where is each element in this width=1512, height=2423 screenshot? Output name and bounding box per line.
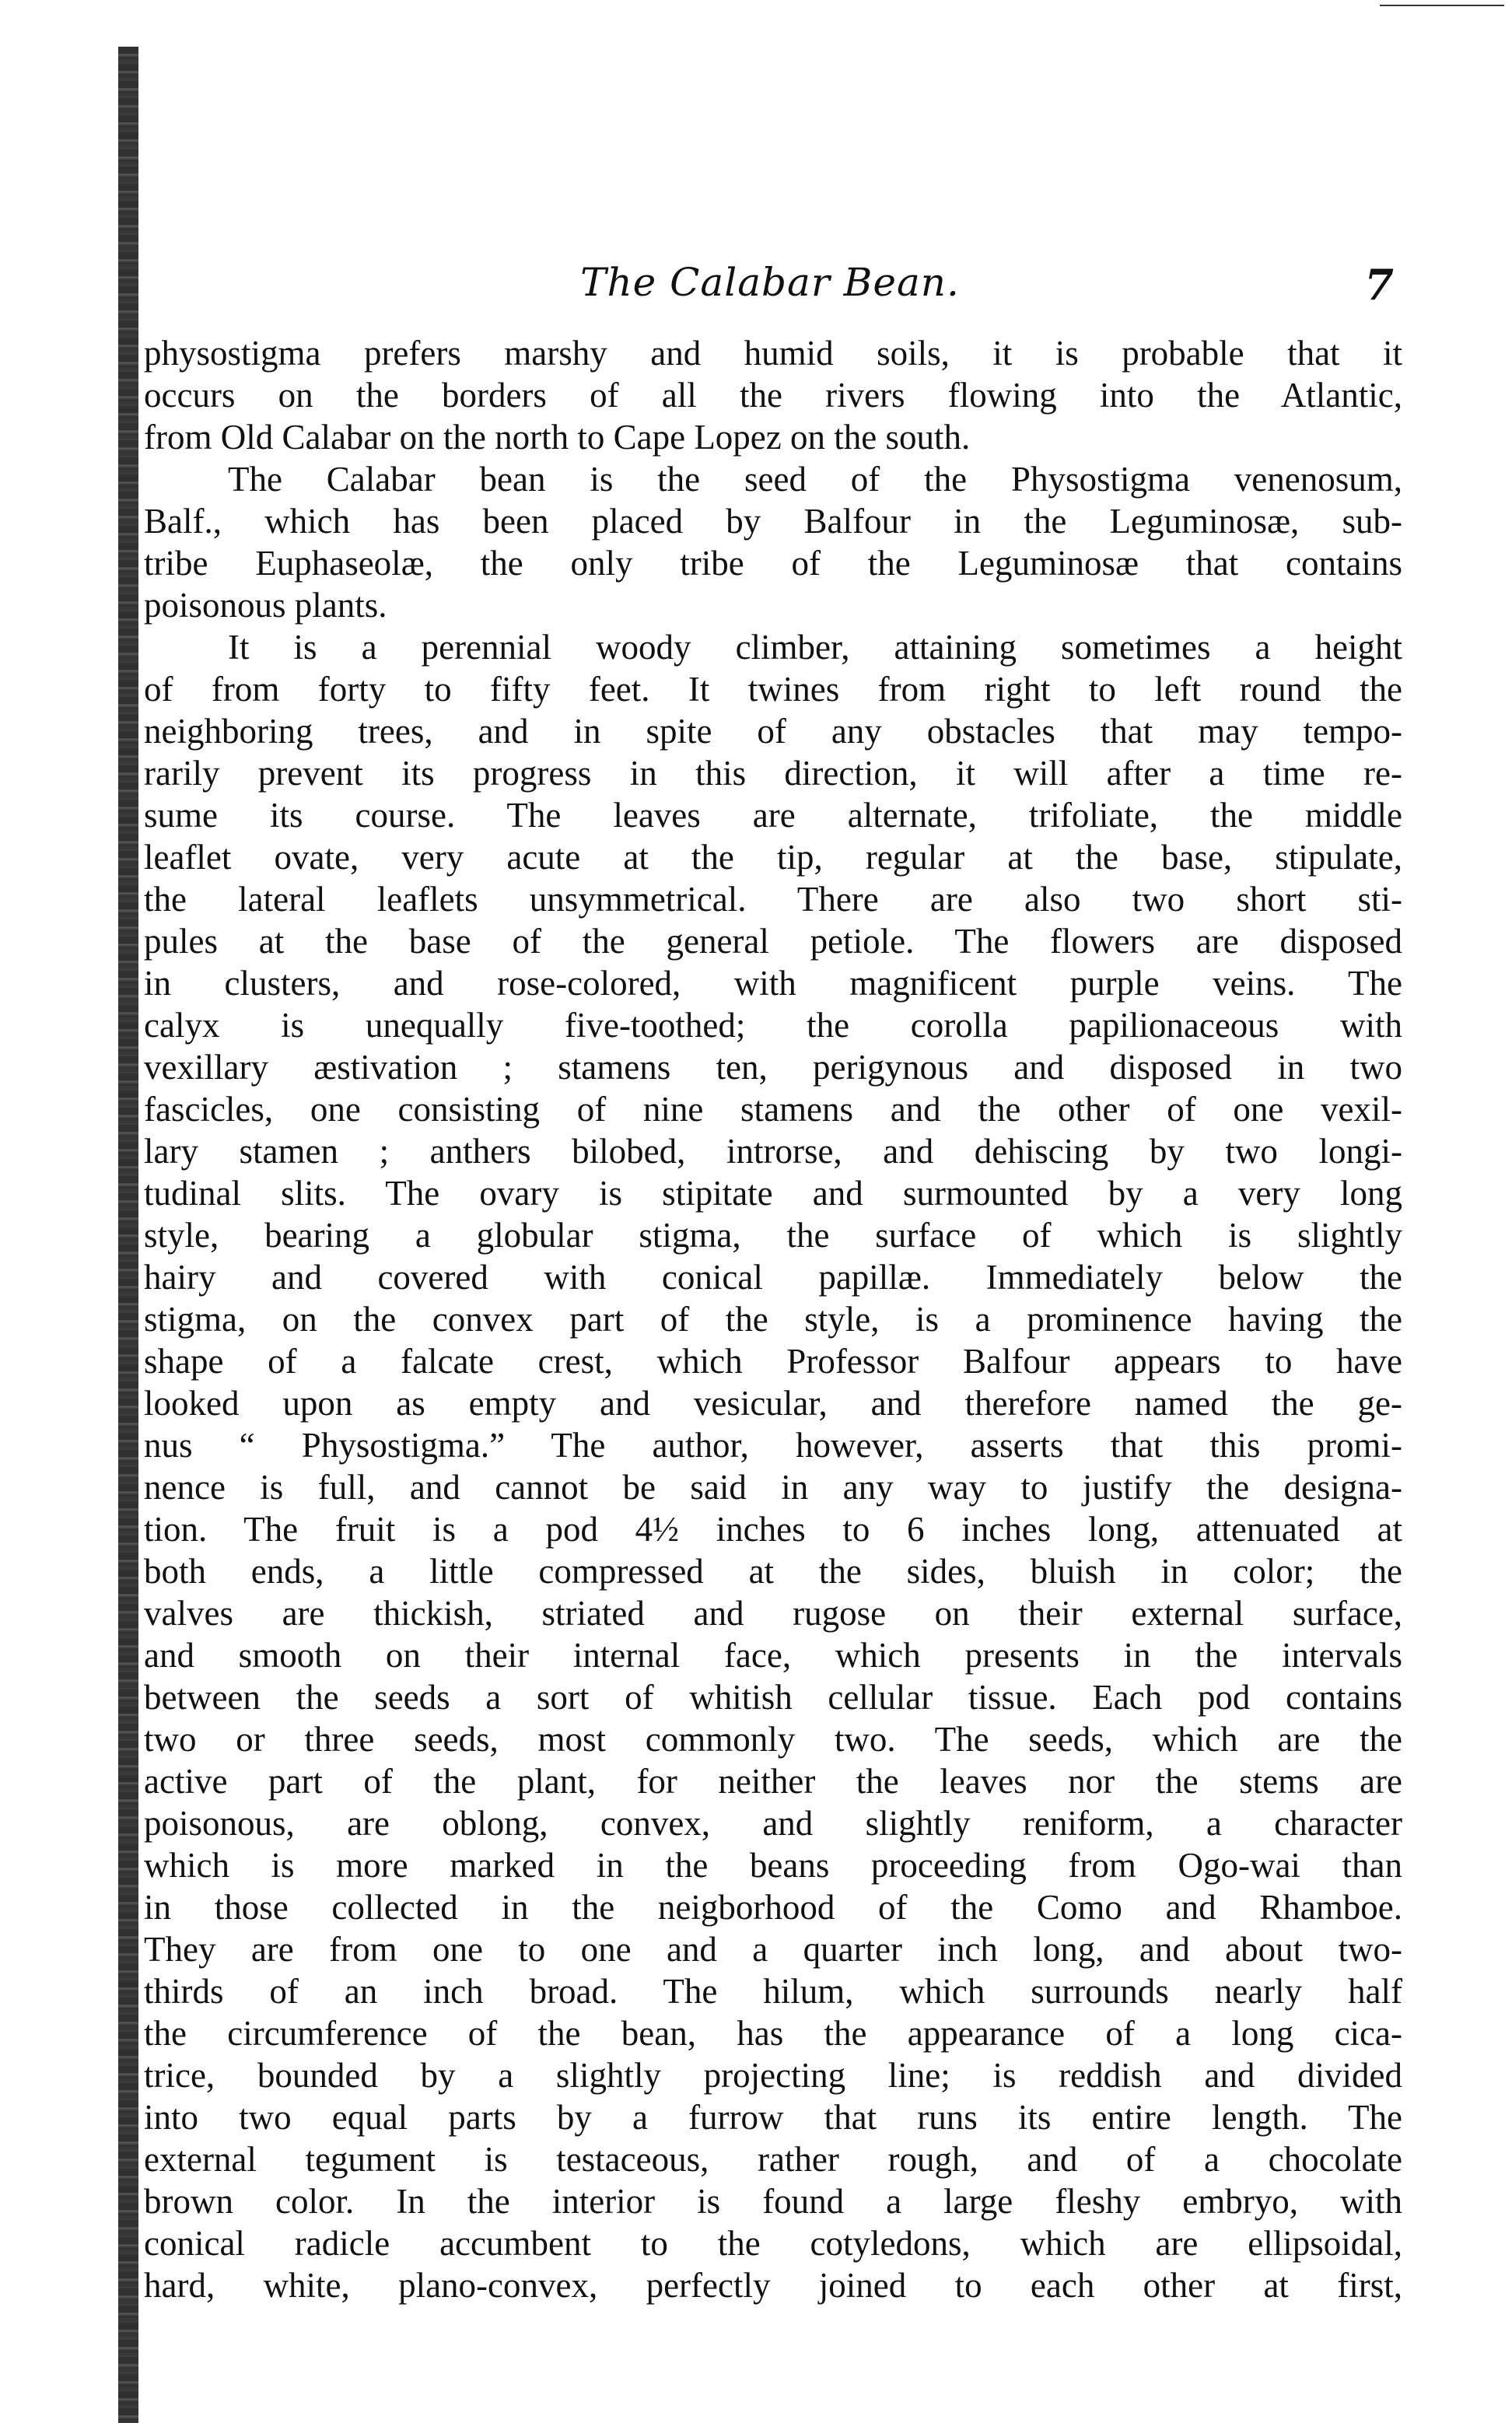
- text-line: shape of a falcate crest, which Professor Balfour appears to have: [144, 1342, 1402, 1381]
- text-line: from Old Calabar on the north to Cape Lopez on the south.: [144, 418, 971, 457]
- text-line: fascicles, one consisting of nine stamens and the other of one vexil-: [144, 1090, 1402, 1129]
- text-line: stigma, on the convex part of the style, is a prominence having the: [144, 1300, 1402, 1339]
- text-line: thirds of an inch broad. The hilum, which surrounds nearly half: [144, 1972, 1402, 2011]
- text-line: in clusters, and rose-colored, with magnificent purple veins. The: [144, 964, 1402, 1003]
- text-line: poisonous plants.: [144, 586, 387, 625]
- text-line: style, bearing a globular stigma, the surface of which is slightly: [144, 1216, 1402, 1255]
- text-line: nence is full, and cannot be said in any way to justify the designa-: [144, 1468, 1402, 1507]
- text-line: both ends, a little compressed at the sides, bluish in color; the: [144, 1552, 1402, 1591]
- top-edge-rule: [1380, 5, 1504, 6]
- text-line: tion. The fruit is a pod 4½ inches to 6 inches long, attenuated at: [144, 1510, 1402, 1549]
- text-line: valves are thickish, striated and rugose on their external surface,: [144, 1594, 1402, 1633]
- text-line: between the seeds a sort of whitish cellular tissue. Each pod contains: [144, 1678, 1402, 1717]
- text-line: two or three seeds, most commonly two. The seeds, which are the: [144, 1720, 1402, 1759]
- text-line: physostigma prefers marshy and humid soils, it is probable that it: [144, 334, 1402, 373]
- text-line: the circumference of the bean, has the appearance of a long cica-: [144, 2014, 1402, 2053]
- text-line: trice, bounded by a slightly projecting line; is reddish and divided: [144, 2056, 1402, 2095]
- text-line: tudinal slits. The ovary is stipitate and surmounted by a very long: [144, 1174, 1402, 1213]
- text-line: into two equal parts by a furrow that runs its entire length. The: [144, 2098, 1402, 2137]
- text-line: the lateral leaflets unsymmetrical. There are also two short sti-: [144, 880, 1402, 919]
- text-line: sume its course. The leaves are alternate, trifoliate, the middle: [144, 796, 1402, 835]
- text-line: hard, white, plano-convex, perfectly joined to each other at first,: [144, 2266, 1402, 2305]
- text-line: tribe Euphaseolæ, the only tribe of the Leguminosæ that contains: [144, 544, 1402, 583]
- binding-shadow: [118, 47, 138, 2423]
- text-line: and smooth on their internal face, which presents in the intervals: [144, 1636, 1402, 1675]
- text-line: poisonous, are oblong, convex, and slightly reniform, a character: [144, 1804, 1402, 1843]
- text-line: in those collected in the neigborhood of the Como and Rhamboe.: [144, 1888, 1402, 1927]
- text-line: conical radicle accumbent to the cotyledons, which are ellipsoidal,: [144, 2224, 1402, 2263]
- text-line: brown color. In the interior is found a large fleshy embryo, with: [144, 2182, 1402, 2221]
- body-text: [144, 332, 1402, 2306]
- text-line: nus “ Physostigma.” The author, however, asserts that this promi-: [144, 1426, 1402, 1465]
- text-line: rarily prevent its progress in this direction, it will after a time re-: [144, 754, 1402, 793]
- running-title: The Calabar Bean.: [580, 260, 960, 305]
- text-line: Balf., which has been placed by Balfour in the Leguminosæ, sub-: [144, 502, 1402, 541]
- text-line: which is more marked in the beans proceeding from Ogo-wai than: [144, 1846, 1402, 1885]
- text-line: of from forty to fifty feet. It twines from right to left round the: [144, 670, 1402, 709]
- text-line: The Calabar bean is the seed of the Physostigma venenosum,: [228, 460, 1402, 499]
- text-line: pules at the base of the general petiole. The flowers are disposed: [144, 922, 1402, 961]
- text-line: hairy and covered with conical papillæ. Immediately below the: [144, 1258, 1402, 1297]
- text-line: vexillary æstivation ; stamens ten, perigynous and disposed in two: [144, 1048, 1402, 1087]
- text-line: leaflet ovate, very acute at the tip, regular at the base, stipulate,: [144, 838, 1402, 877]
- text-line: They are from one to one and a quarter inch long, and about two-: [144, 1930, 1402, 1969]
- text-line: lary stamen ; anthers bilobed, introrse, and dehiscing by two longi-: [144, 1132, 1402, 1171]
- text-line: external tegument is testaceous, rather rough, and of a chocolate: [144, 2140, 1402, 2179]
- text-line: active part of the plant, for neither the leaves nor the stems are: [144, 1762, 1402, 1801]
- text-line: occurs on the borders of all the rivers flowing into the Atlantic,: [144, 376, 1402, 415]
- text-line: It is a perennial woody climber, attaining sometimes a height: [228, 628, 1402, 667]
- page-number: 7: [1364, 260, 1394, 310]
- running-head: [132, 260, 1408, 314]
- text-line: calyx is unequally five-toothed; the corolla papilionaceous with: [144, 1006, 1402, 1045]
- text-line: neighboring trees, and in spite of any obstacles that may tempo-: [144, 712, 1402, 751]
- text-line: looked upon as empty and vesicular, and therefore named the ge-: [144, 1384, 1402, 1423]
